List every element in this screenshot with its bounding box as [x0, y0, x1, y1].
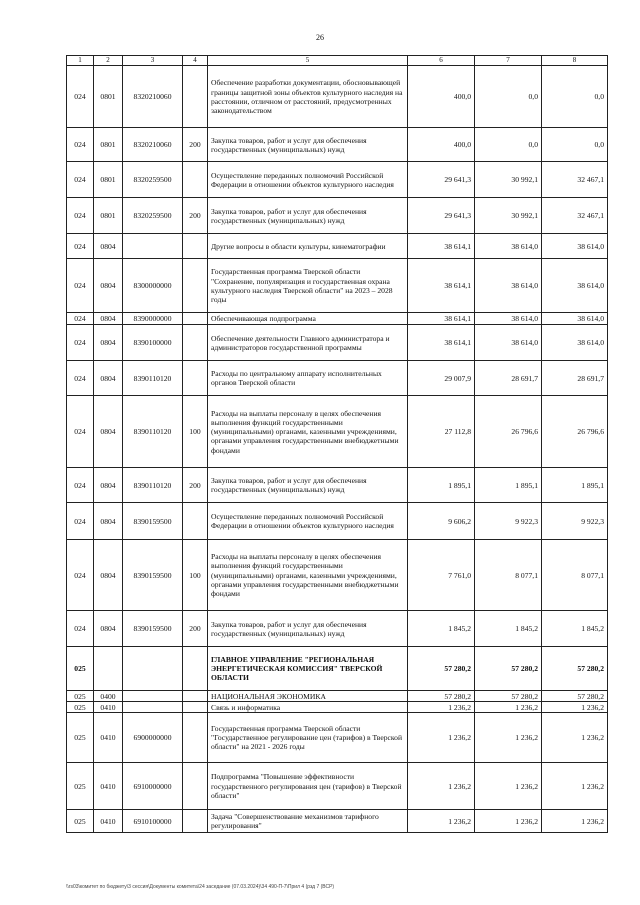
cell-expense-type: 200 [183, 468, 208, 503]
cell-amount-2024: 57 280,2 [408, 691, 475, 702]
cell-amount-2025: 0,0 [475, 128, 542, 162]
cell-amount-2025: 1 236,2 [475, 763, 542, 810]
cell-expense-type [183, 325, 208, 361]
col-header: 1 [67, 56, 94, 66]
cell-section-code: 0801 [94, 128, 123, 162]
cell-description: Осуществление переданных полномочий Российской Федерации в отношении объектов культурного наследия [208, 503, 408, 540]
cell-amount-2024: 1 236,2 [408, 763, 475, 810]
cell-amount-2025: 1 236,2 [475, 713, 542, 763]
budget-table [66, 55, 608, 833]
cell-amount-2024: 38 614,1 [408, 313, 475, 325]
cell-expense-type [183, 713, 208, 763]
col-header: 8 [542, 56, 608, 66]
cell-amount-2026: 32 467,1 [542, 198, 608, 234]
cell-expense-type [183, 66, 208, 128]
cell-admin-code: 024 [67, 128, 94, 162]
cell-admin-code: 024 [67, 259, 94, 313]
cell-description: Подпрограмма "Повышение эффективности государственного регулирования цен (тарифов) в Тверской области" [208, 763, 408, 810]
cell-description: Государственная программа Тверской области "Государственное регулирование цен (тарифов) в Тверской области" на 2021 - 2026 годы [208, 713, 408, 763]
cell-amount-2025: 38 614,0 [475, 313, 542, 325]
cell-target-code: 6910100000 [123, 810, 183, 833]
cell-amount-2025: 1 236,2 [475, 810, 542, 833]
cell-amount-2024: 38 614,1 [408, 325, 475, 361]
cell-admin-code: 025 [67, 713, 94, 763]
cell-expense-type [183, 503, 208, 540]
cell-section-code: 0410 [94, 702, 123, 713]
cell-section-code: 0804 [94, 503, 123, 540]
cell-section-code: 0801 [94, 162, 123, 198]
cell-amount-2024: 1 236,2 [408, 702, 475, 713]
cell-section-code: 0804 [94, 396, 123, 468]
cell-amount-2025: 57 280,2 [475, 691, 542, 702]
cell-description: Другие вопросы в области культуры, кинематографии [208, 234, 408, 259]
col-header: 4 [183, 56, 208, 66]
cell-amount-2026: 26 796,6 [542, 396, 608, 468]
cell-section-code: 0804 [94, 468, 123, 503]
cell-description: НАЦИОНАЛЬНАЯ ЭКОНОМИКА [208, 691, 408, 702]
cell-target-code: 8390159500 [123, 611, 183, 647]
cell-amount-2025: 57 280,2 [475, 647, 542, 691]
cell-amount-2024: 27 112,8 [408, 396, 475, 468]
cell-target-code: 8390110120 [123, 396, 183, 468]
table-row [67, 361, 608, 396]
table-row [67, 468, 608, 503]
cell-amount-2026: 32 467,1 [542, 162, 608, 198]
cell-amount-2026: 1 236,2 [542, 810, 608, 833]
cell-amount-2026: 1 236,2 [542, 702, 608, 713]
table-row [67, 763, 608, 810]
cell-expense-type: 100 [183, 540, 208, 611]
cell-section-code: 0410 [94, 763, 123, 810]
cell-target-code: 8320210060 [123, 66, 183, 128]
cell-amount-2025: 9 922,3 [475, 503, 542, 540]
cell-description: ГЛАВНОЕ УПРАВЛЕНИЕ "РЕГИОНАЛЬНАЯ ЭНЕРГЕТИЧЕСКАЯ КОМИССИЯ" ТВЕРСКОЙ ОБЛАСТИ [208, 647, 408, 691]
table-row [67, 702, 608, 713]
cell-amount-2024: 400,0 [408, 128, 475, 162]
cell-amount-2025: 1 845,2 [475, 611, 542, 647]
cell-description: Расходы на выплаты персоналу в целях обеспечения выполнения функций государственными (муниципальными) органами, казенными учреждениями, органами управления государственными внебюджетными фондами [208, 396, 408, 468]
cell-admin-code: 024 [67, 361, 94, 396]
cell-amount-2024: 29 641,3 [408, 198, 475, 234]
cell-description: Обеспечение разработки документации, обосновывающей границы защитной зоны объектов культурного наследия на расстоянии, отличном от расстояний, предусмотренных законодательством [208, 66, 408, 128]
cell-section-code: 0804 [94, 325, 123, 361]
cell-section-code: 0410 [94, 713, 123, 763]
cell-expense-type [183, 259, 208, 313]
cell-expense-type [183, 162, 208, 198]
cell-section-code: 0804 [94, 313, 123, 325]
cell-description: Связь и информатика [208, 702, 408, 713]
cell-admin-code: 024 [67, 234, 94, 259]
cell-target-code: 8390110120 [123, 468, 183, 503]
cell-expense-type [183, 361, 208, 396]
cell-target-code: 8390000000 [123, 313, 183, 325]
cell-section-code: 0804 [94, 234, 123, 259]
page-number: 26 [316, 33, 324, 42]
cell-admin-code: 025 [67, 691, 94, 702]
cell-amount-2026: 1 236,2 [542, 713, 608, 763]
cell-amount-2026: 38 614,0 [542, 234, 608, 259]
cell-amount-2025: 8 077,1 [475, 540, 542, 611]
cell-amount-2024: 29 641,3 [408, 162, 475, 198]
cell-expense-type [183, 763, 208, 810]
cell-expense-type [183, 691, 208, 702]
cell-target-code: 8390100000 [123, 325, 183, 361]
table-row [67, 198, 608, 234]
cell-amount-2026: 0,0 [542, 66, 608, 128]
cell-target-code: 8320259500 [123, 198, 183, 234]
cell-amount-2025: 38 614,0 [475, 325, 542, 361]
cell-admin-code: 024 [67, 162, 94, 198]
cell-description: Расходы на выплаты персоналу в целях обеспечения выполнения функций государственными (муниципальными) органами, казенными учреждениями, органами управления государственными внебюджетными фондами [208, 540, 408, 611]
cell-description: Закупка товаров, работ и услуг для обеспечения государственных (муниципальных) нужд [208, 468, 408, 503]
cell-amount-2025: 1 895,1 [475, 468, 542, 503]
cell-amount-2025: 38 614,0 [475, 234, 542, 259]
col-header: 2 [94, 56, 123, 66]
cell-description: Расходы по центральному аппарату исполнительных органов Тверской области [208, 361, 408, 396]
column-number-row [67, 56, 608, 66]
table-row [67, 325, 608, 361]
cell-expense-type: 200 [183, 611, 208, 647]
table-row [67, 691, 608, 702]
cell-target-code [123, 691, 183, 702]
table-row [67, 713, 608, 763]
cell-amount-2026: 57 280,2 [542, 691, 608, 702]
cell-description: Закупка товаров, работ и услуг для обеспечения государственных (муниципальных) нужд [208, 611, 408, 647]
table-row [67, 66, 608, 128]
cell-amount-2025: 26 796,6 [475, 396, 542, 468]
cell-amount-2026: 9 922,3 [542, 503, 608, 540]
cell-target-code: 8320259500 [123, 162, 183, 198]
cell-target-code: 8300000000 [123, 259, 183, 313]
cell-amount-2024: 38 614,1 [408, 259, 475, 313]
cell-description: Обеспечение деятельности Главного администратора и администраторов государственной программы [208, 325, 408, 361]
cell-amount-2024: 1 236,2 [408, 713, 475, 763]
cell-section-code: 0804 [94, 611, 123, 647]
cell-expense-type: 200 [183, 198, 208, 234]
cell-amount-2026: 1 236,2 [542, 763, 608, 810]
cell-description: Обеспечивающая подпрограмма [208, 313, 408, 325]
cell-admin-code: 025 [67, 647, 94, 691]
cell-section-code: 0804 [94, 540, 123, 611]
col-header: 7 [475, 56, 542, 66]
cell-section-code: 0400 [94, 691, 123, 702]
table-row [67, 162, 608, 198]
cell-admin-code: 025 [67, 763, 94, 810]
cell-amount-2024: 29 007,9 [408, 361, 475, 396]
cell-section-code: 0801 [94, 66, 123, 128]
cell-admin-code: 024 [67, 540, 94, 611]
cell-amount-2024: 1 895,1 [408, 468, 475, 503]
cell-target-code: 8390159500 [123, 503, 183, 540]
cell-admin-code: 025 [67, 702, 94, 713]
cell-admin-code: 024 [67, 66, 94, 128]
cell-amount-2025: 28 691,7 [475, 361, 542, 396]
cell-section-code: 0804 [94, 361, 123, 396]
table-row [67, 396, 608, 468]
cell-expense-type [183, 313, 208, 325]
cell-admin-code: 024 [67, 503, 94, 540]
col-header: 3 [123, 56, 183, 66]
cell-amount-2024: 38 614,1 [408, 234, 475, 259]
cell-amount-2026: 38 614,0 [542, 313, 608, 325]
cell-admin-code: 024 [67, 396, 94, 468]
cell-expense-type: 100 [183, 396, 208, 468]
cell-section-code: 0804 [94, 259, 123, 313]
cell-description: Закупка товаров, работ и услуг для обеспечения государственных (муниципальных) нужд [208, 198, 408, 234]
cell-amount-2025: 38 614,0 [475, 259, 542, 313]
cell-description: Задача "Совершенствование механизмов тарифного регулирования" [208, 810, 408, 833]
col-header: 5 [208, 56, 408, 66]
cell-amount-2026: 1 845,2 [542, 611, 608, 647]
cell-amount-2025: 1 236,2 [475, 702, 542, 713]
table-row [67, 540, 608, 611]
cell-amount-2024: 7 761,0 [408, 540, 475, 611]
cell-expense-type: 200 [183, 128, 208, 162]
cell-amount-2024: 400,0 [408, 66, 475, 128]
cell-admin-code: 024 [67, 325, 94, 361]
cell-amount-2025: 30 992,1 [475, 162, 542, 198]
cell-amount-2024: 57 280,2 [408, 647, 475, 691]
cell-section-code: 0410 [94, 810, 123, 833]
cell-amount-2026: 57 280,2 [542, 647, 608, 691]
cell-target-code [123, 702, 183, 713]
col-header: 6 [408, 56, 475, 66]
cell-expense-type [183, 702, 208, 713]
table-row [67, 611, 608, 647]
table-row [67, 259, 608, 313]
cell-amount-2024: 1 236,2 [408, 810, 475, 833]
cell-expense-type [183, 234, 208, 259]
cell-amount-2024: 1 845,2 [408, 611, 475, 647]
cell-amount-2025: 0,0 [475, 66, 542, 128]
cell-expense-type [183, 810, 208, 833]
cell-target-code [123, 647, 183, 691]
cell-amount-2026: 28 691,7 [542, 361, 608, 396]
cell-section-code [94, 647, 123, 691]
cell-admin-code: 024 [67, 468, 94, 503]
cell-target-code: 6910000000 [123, 763, 183, 810]
cell-admin-code: 024 [67, 611, 94, 647]
cell-target-code [123, 234, 183, 259]
cell-description: Государственная программа Тверской области "Сохранение, популяризация и государственная охрана культурного наследия Тверской области" на 2023 – 2028 годы [208, 259, 408, 313]
cell-target-code: 8390110120 [123, 361, 183, 396]
table-row [67, 647, 608, 691]
cell-amount-2026: 38 614,0 [542, 259, 608, 313]
table-row [67, 234, 608, 259]
table-row [67, 313, 608, 325]
cell-admin-code: 025 [67, 810, 94, 833]
cell-admin-code: 024 [67, 313, 94, 325]
cell-target-code: 6900000000 [123, 713, 183, 763]
cell-amount-2026: 1 895,1 [542, 468, 608, 503]
cell-amount-2026: 38 614,0 [542, 325, 608, 361]
file-path-footer: \\rs03\комитет по бюджету\3 сессия\Документы комитета\24 заседание (07.03.2024)\34 490-П-7\Прил 4 (рзд 7 (ВСР) [66, 884, 335, 890]
table-row [67, 128, 608, 162]
cell-target-code: 8390159500 [123, 540, 183, 611]
table-row [67, 810, 608, 833]
cell-section-code: 0801 [94, 198, 123, 234]
cell-description: Осуществление переданных полномочий Российской Федерации в отношении объектов культурного наследия [208, 162, 408, 198]
cell-amount-2026: 0,0 [542, 128, 608, 162]
cell-amount-2024: 9 606,2 [408, 503, 475, 540]
cell-admin-code: 024 [67, 198, 94, 234]
cell-expense-type [183, 647, 208, 691]
cell-amount-2026: 8 077,1 [542, 540, 608, 611]
table-row [67, 503, 608, 540]
cell-target-code: 8320210060 [123, 128, 183, 162]
cell-description: Закупка товаров, работ и услуг для обеспечения государственных (муниципальных) нужд [208, 128, 408, 162]
cell-amount-2025: 30 992,1 [475, 198, 542, 234]
